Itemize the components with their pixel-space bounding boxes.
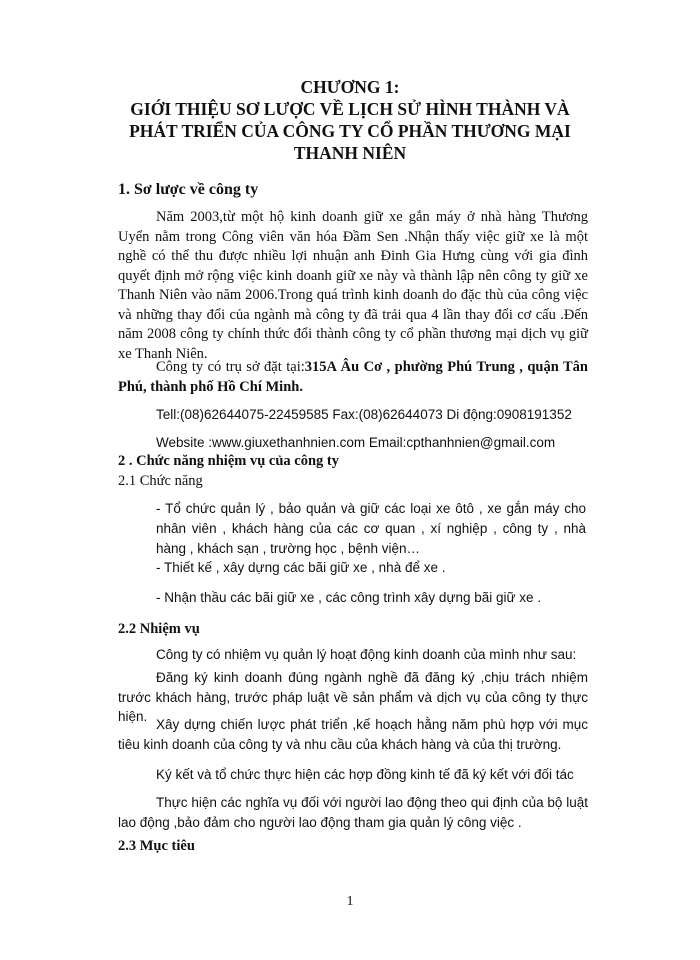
- duty-2: [118, 715, 588, 754]
- chapter-title-line-4: THANH NIÊN: [293, 143, 407, 163]
- company-phone: Tell:(08)62644075-22459585 Fax:(08)62644073 Di động:0908191352: [156, 407, 572, 422]
- address-value: 315A Âu Cơ , phường Phú Trung , quận Tân Phú, thành phố Hồ Chí Minh.: [118, 359, 588, 395]
- duties-intro: Công ty có nhiệm vụ quản lý hoạt động kinh doanh của mình như sau:: [156, 647, 577, 662]
- chapter-title-line-2: GIỚI THIỆU SƠ LƯỢC VỀ LỊCH SỬ HÌNH THÀNH VÀ: [130, 99, 570, 119]
- section-1-heading: 1. Sơ lược về công ty: [118, 181, 259, 198]
- chapter-title-line-1: CHƯƠNG 1:: [300, 77, 400, 97]
- duty-4: [118, 793, 588, 832]
- duty-1-text: Đăng ký kinh doanh đúng ngành nghề đã đăng ký ,chịu trách nhiệm trước khách hàng, trước pháp luật về sản phẩm và dịch vụ của công ty thực hiện.: [118, 670, 588, 724]
- chapter-title-line-3: PHÁT TRIỂN CỦA CÔNG TY CỔ PHẦN THƯƠNG MẠI: [129, 121, 571, 141]
- company-history-paragraph: [118, 208, 588, 364]
- subsection-2-2-heading: 2.2 Nhiệm vụ: [118, 621, 200, 637]
- duty-3: Ký kết và tổ chức thực hiện các hợp đồng kinh tế đã ký kết với đối tác: [156, 767, 574, 782]
- subsection-2-3-heading: 2.3 Mục tiêu: [118, 838, 195, 854]
- page-number: 1: [346, 894, 354, 909]
- function-item-3: - Nhận thầu các bãi giữ xe , các công trình xây dựng bãi giữ xe .: [156, 590, 542, 605]
- address-prefix: Công ty có trụ sở đặt tại:: [156, 359, 305, 375]
- duty-2-text: Xây dựng chiến lược phát triển ,kế hoạch hằng năm phù hợp với mục tiêu kinh doanh của công ty và nhu cầu của khách hàng và của thị trường.: [118, 717, 588, 752]
- duty-4-text: Thực hiện các nghĩa vụ đối với người lao động theo qui định của bộ luật lao động ,bảo đảm cho người lao động tham gia quản lý công việc .: [118, 795, 588, 830]
- company-address: [118, 358, 588, 397]
- subsection-2-1-heading: 2.1 Chức năng: [118, 473, 203, 489]
- function-item-2: - Thiết kế , xây dựng các bãi giữ xe , nhà để xe .: [156, 560, 446, 575]
- section-2-heading: 2 . Chức năng nhiệm vụ của công ty: [118, 453, 339, 469]
- function-item-1-text: - Tổ chức quản lý , bảo quản và giữ các loại xe ôtô , xe gắn máy cho nhân viên , khách hàng của các cơ quan , xí nghiệp , công ty , nhà hàng , khách sạn , trường học , bệnh viện…: [156, 501, 586, 556]
- function-item-1: [156, 499, 586, 559]
- company-history-text: Năm 2003,từ một hộ kinh doanh giữ xe gắn máy ở nhà hàng Thương Uyển nằm trong Công viên văn hóa Đầm Sen .Nhận thấy việc giữ xe là một nghề có thể thu được nhiều lợi nhuận anh Đinh Gia Hưng cùng với gia đình quyết định mở rộng việc kinh doanh giữ xe này và thành lập nên công ty giữ xe Thanh Niên vào năm 2006.Trong quá trình kinh doanh do đặc thù của công việc và những thay đổi của ngành mà công ty đã trải qua 4 lần thay đổi cơ cấu .Đến năm 2008 công ty chính thức đổi thành công ty cổ phần thương mại dịch vụ giữ xe Thanh Niên.: [118, 209, 588, 362]
- company-website-email: Website :www.giuxethanhnien.com Email:cpthanhnien@gmail.com: [156, 435, 556, 450]
